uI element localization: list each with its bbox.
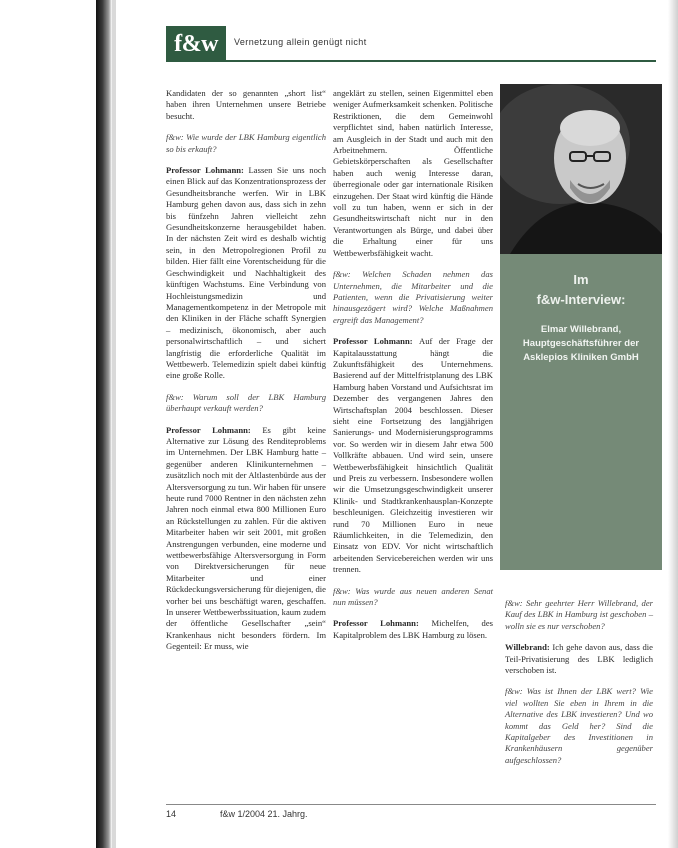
interview-answer bbox=[505, 642, 653, 676]
interview-answer bbox=[333, 618, 493, 641]
panel-name: Elmar Willebrand, bbox=[540, 324, 622, 335]
interview-question: f&w: Was wurde aus neuen anderen Senat nun müssen? bbox=[333, 585, 493, 608]
body-paragraph: angeklärt zu stellen, seinen Eigenmittel eben weniger Aufmerksamkeit schenken. Politische Restriktionen, die dem Gemeinwohl verpflichtet sind, haben natürlich Interesse, am Ausgleich in der Stadt und auch mit den Arbeitnehmern. Öffentliche Gebietskörperschaften als Gesellschafter haben auch wenig Interesse daran, überregionale oder gar internationale Risiken einzugehen. Der Staat wird künftig die Hände voll zu tun haben, wenn er sich in der Gesundheitswirtschaft nicht nur in den Verantwortungen als Bürge, und dabei über die Erhaltung einer für uns Wettbewerbsfähigkeit wacht. bbox=[333, 88, 493, 258]
speaker-name: Professor Lohmann: bbox=[166, 424, 263, 435]
issue-info: f&w 1/2004 21. Jahrg. bbox=[220, 809, 308, 819]
panel-title-2: f&w-Interview: bbox=[536, 292, 626, 307]
interview-question: f&w: Sehr geehrter Herr Willebrand, der Kauf des LBK in Hamburg ist geschoben – wolln sie es nur verschoben? bbox=[505, 598, 653, 631]
footer-rule bbox=[166, 804, 656, 805]
interview-question: f&w: Wie wurde der LBK Hamburg eigentlich so bis erkauft? bbox=[166, 132, 326, 154]
interview-question: f&w: Warum soll der LBK Hamburg überhaupt verkauft werden? bbox=[166, 391, 326, 414]
answer-text: Lassen Sie uns noch einen Blick auf das Konzentrationsprozess der Gesundheitsbranche werfen. Wir in LBK Hamburg gehen davon aus, dass sich in zehn bis fünfzehn Jahren vielleicht zehn Gesundheitskonzerne herausgebildet haben. In der nächsten Zeit wird es deshalb wichtig sein, in den Metropolregionen Profil zu bilden. Hier fällt eine Vorentscheidung für die Geschwindigkeit und Nachhaltigkeit des künftigen Wachstums. Eine Verbindung von Hochleistungsmedizin und Managementkompetenz in der Metropole mit den Kliniken in der Fläche schafft Synergien – medizinisch, ökonomisch, aber auch personalwirtschaftlich – und sichert langfristig die erforderliche Qualität im Wettbewerb. Telemedizin spielt dabei künftig eine große Rolle. bbox=[166, 165, 326, 381]
answer-text: Auf der Frage der Kapitalausstattung hängt die Zukunftsfähigkeit des Unternehmens. Basierend auf der Mittelfristplanung des LBK Hamburg haben Vorstand und Aufsichtsrat im Dezember des vergangenen Jahres den Wirtschaftsplan 2004 beschlossen. Dieser sieht eine Fortsetzung des langjährigen Sanierungs- und Modernisierungsprogramms vor. So werden wir in diesem Jahr etwa 500 Vollkräfte abbauen. Und wird sein, unsere Wettbewerbsfähigkeit hinsichtlich Qualität und Preis zu verbessern. Insbesondere wollen wir die Umsetzungsgeschwindigkeit unserer Klinik- und Stadtkrankenhausplan-Konzepte beschleunigen. Gleichzeitig investieren wir rund 70 Millionen Euro in neue Räumlichkeiten, in die Telemedizin, den Einsatz von EDV. Vor nicht wirtschaftlich arbeitenden Servicebereichen werden wir uns trennen. bbox=[333, 336, 494, 575]
text-column-2 bbox=[333, 88, 493, 651]
text-column-3 bbox=[505, 598, 653, 776]
header-rule bbox=[226, 60, 656, 62]
interview-answer bbox=[166, 425, 326, 653]
portrait-illustration bbox=[500, 84, 662, 254]
panel-company: Asklepios Kliniken GmbH bbox=[523, 352, 639, 363]
interview-answer bbox=[333, 336, 493, 576]
portrait-photo bbox=[500, 84, 662, 254]
interview-answer bbox=[166, 165, 326, 382]
interview-panel bbox=[500, 254, 662, 570]
interview-question: f&w: Was ist Ihnen der LBK wert? Wie viel wollten Sie eben in Ihrem in die Alternative des LBK investieren? Und wo kommt das Geld her? Sind die Kapitalgeber des Investitionen in Krankenhäusern gegenüber aufgeschlossen? bbox=[505, 686, 653, 765]
text-column-1 bbox=[166, 88, 326, 663]
speaker-name: Willebrand: bbox=[505, 642, 553, 653]
answer-text: Michelfen, des Kapitalproblem des LBK Hamburg zu lösen. bbox=[333, 618, 493, 640]
answer-text: Ich gehe davon aus, dass die Teil-Privatisierung des LBK lediglich verschoben ist. bbox=[505, 642, 653, 676]
scan-edge-right bbox=[668, 0, 678, 848]
speaker-name: Professor Lohmann: bbox=[333, 618, 432, 629]
interview-question: f&w: Welchen Schaden nehmen das Unternehmen, die Mitarbeiter und die Patienten, wenn die Privatisierung weiter hinausgezögert wird? Welche Maßnahmen ergreift das Management? bbox=[333, 269, 493, 325]
speaker-name: Professor Lohmann: bbox=[333, 336, 419, 347]
speaker-name: Professor Lohmann: bbox=[166, 165, 249, 176]
magazine-logo: f&w bbox=[166, 26, 226, 62]
panel-title-1: Im bbox=[573, 272, 589, 287]
page-number: 14 bbox=[166, 809, 177, 819]
scan-edge-strip bbox=[112, 0, 116, 848]
panel-role: Hauptgeschäftsführer der bbox=[522, 338, 640, 349]
scan-edge-shadow bbox=[96, 0, 112, 848]
body-paragraph: Kandidaten der so genannten „short list“ haben ihren Unternehmen unsere Betriebe besucht. bbox=[166, 88, 326, 121]
page-header-title: Vernetzung allein genügt nicht bbox=[234, 37, 367, 47]
answer-text: Es gibt keine Alternative zur Lösung des Renditeproblems im Unternehmen. Der LBK Hamburg hatte – gegenüber anderen Klinikunternehmen – zusätzlich noch mit der Altlastenbürde aus der Altersversorgung zu tun. Wir haben für unsere heute rund 7000 Rentner in den nächsten zehn Jahren noch einmal etwa 800 Millionen Euro an Rückstellungen zu zahlen. Für die aktiven Mitarbeiter haben wir seit 2001, mit großen Anstrengungen verbunden, eine moderne und wettbewerbsfähige Altersversorgung in Form von Direktversicherungen für neue Mitarbeiter und einer Rückdeckungsversicherung für diejenigen, die vorher bei uns beschäftigt waren, geschaffen. In unserer Wettbewerbssituation, kaum zudem der öffentliche Gesellschafter „sein“ Krankenhaus nicht besonders fördern. Im Gegenteil: Er muss, wie bbox=[166, 424, 326, 652]
